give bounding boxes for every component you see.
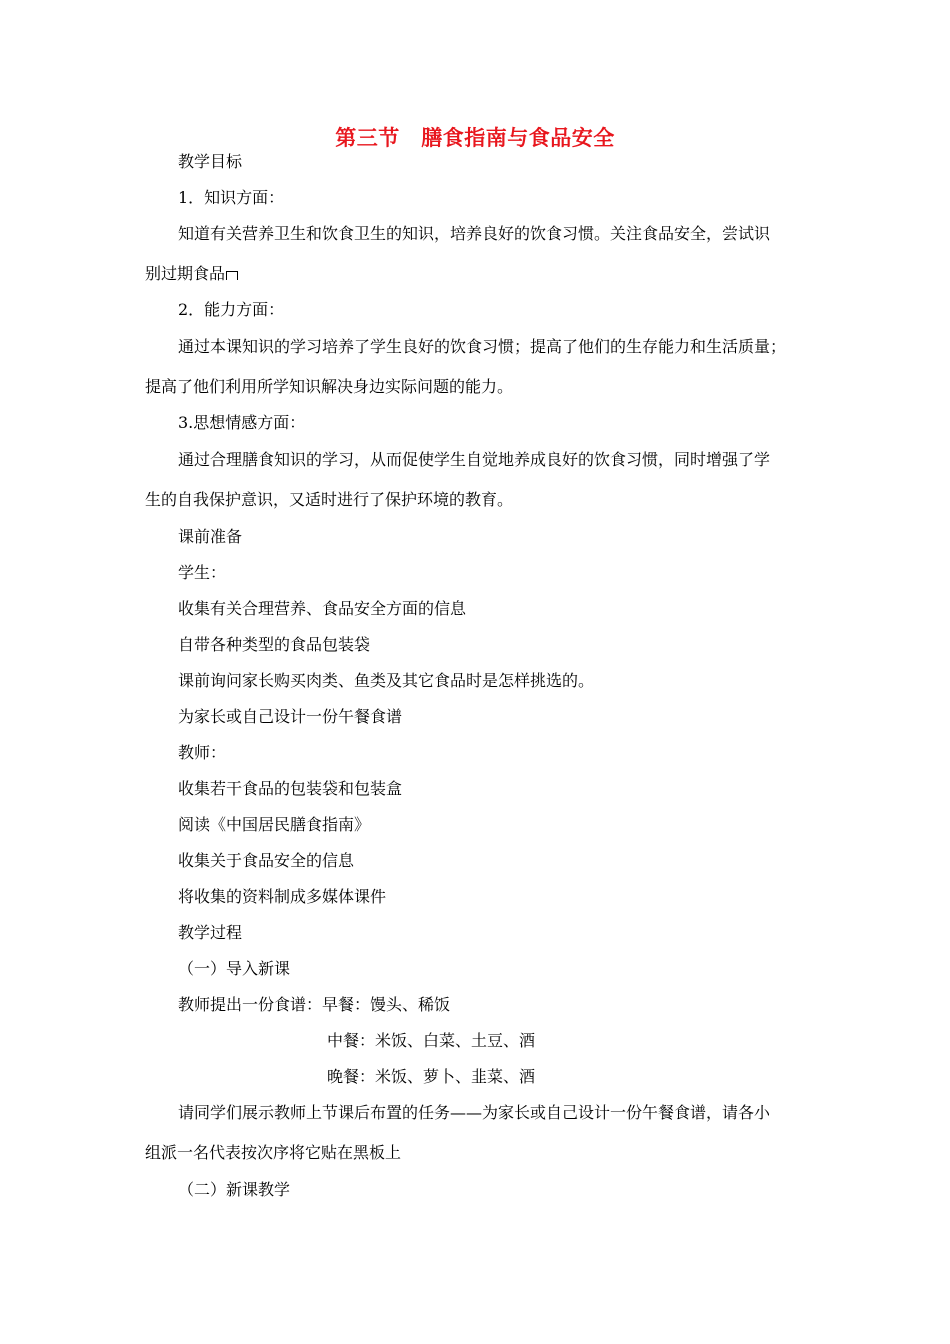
- list-item: 为家长或自己设计一份午餐食谱: [178, 707, 403, 726]
- list-item: 课前询问家长购买肉类、鱼类及其它食品时是怎样挑选的。: [178, 671, 595, 690]
- paragraph-line: 组派一名代表按次序将它贴在黑板上: [145, 1143, 402, 1162]
- menu-line-breakfast: 教师提出一份食谱：早餐：馒头、稀饭: [178, 995, 451, 1014]
- paragraph-line: 提高了他们利用所学知识解决身边实际问题的能力。: [145, 377, 514, 396]
- section-heading-process: 教学过程: [178, 923, 243, 942]
- subheading-new-lesson: （二）新课教学: [178, 1180, 291, 1199]
- menu-line-lunch: 中餐：米饭、白菜、土豆、酒: [327, 1031, 536, 1050]
- subheading-intro: （一）导入新课: [178, 959, 291, 978]
- paragraph-line: 通过合理膳食知识的学习，从而促使学生自觉地养成良好的饮食习惯，同时增强了学: [178, 450, 771, 469]
- subheading-ability: 2．能力方面：: [178, 300, 285, 319]
- list-item: 收集若干食品的包装袋和包装盒: [178, 779, 403, 798]
- paragraph-line: 生的自我保护意识，又适时进行了保护环境的教育。: [145, 490, 514, 509]
- list-item: 自带各种类型的食品包装袋: [178, 635, 371, 654]
- list-item: 收集关于食品安全的信息: [178, 851, 355, 870]
- paragraph-line: [145, 264, 238, 284]
- subheading-teacher: 教师：: [178, 743, 227, 762]
- subheading-students: 学生：: [178, 563, 227, 582]
- page-title: 第三节 膳食指南与食品安全: [335, 126, 615, 150]
- list-item: 将收集的资料制成多媒体课件: [178, 887, 387, 906]
- paragraph-line: 知道有关营养卫生和饮食卫生的知识，培养良好的饮食习惯。关注食品安全，尝试识: [178, 224, 771, 243]
- paragraph-line-text: 别过期食品: [145, 264, 226, 283]
- text-cursor-mark-icon: [226, 271, 238, 280]
- menu-line-dinner: 晚餐：米饭、萝卜、韭菜、酒: [327, 1067, 536, 1086]
- list-item: 收集有关合理营养、食品安全方面的信息: [178, 599, 467, 618]
- paragraph-line: 请同学们展示教师上节课后布置的任务——为家长或自己设计一份午餐食谱，请各小: [178, 1103, 771, 1122]
- section-heading-preparation: 课前准备: [178, 527, 243, 546]
- list-item: 阅读《中国居民膳食指南》: [178, 815, 371, 834]
- subheading-emotion: 3.思想情感方面：: [178, 413, 306, 432]
- paragraph-line: 通过本课知识的学习培养了学生良好的饮食习惯；提高了他们的生存能力和生活质量；: [178, 337, 787, 356]
- subheading-knowledge: 1．知识方面：: [178, 188, 285, 207]
- section-heading-objectives: 教学目标: [178, 152, 243, 171]
